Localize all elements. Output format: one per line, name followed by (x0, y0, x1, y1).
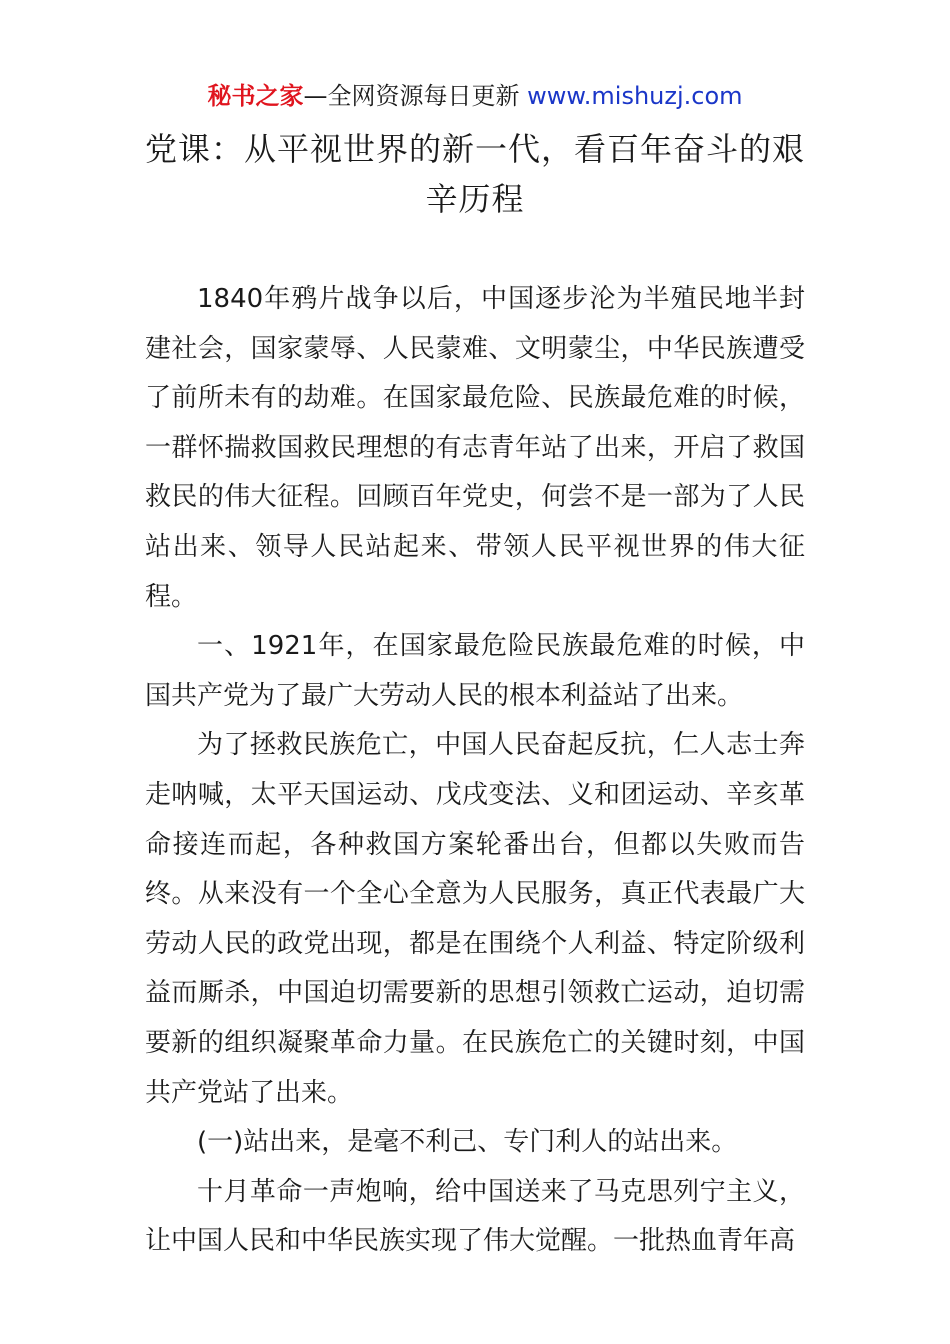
paragraph-intro: 1840年鸦片战争以后，中国逐步沦为半殖民地半封建社会，国家蒙辱、人民蒙难、文明蒙尘，中华民族遭受了前所未有的劫难。在国家最危险、民族最危难的时候，一群怀揣救国救民理想的有志青年站了出来，开启了救国救民的伟大征程。回顾百年党史，何尝不是一部为了人民站出来、领导人民站起来、带领人民平视世界的伟大征程。 (145, 284, 805, 612)
paragraph: 为了拯救民族危亡，中国人民奋起反抗，仁人志士奔走呐喊，太平天国运动、戊戌变法、义和团运动、辛亥革命接连而起，各种救国方案轮番出台，但都以失败而告终。从来没有一个全心全意为人民服务，真正代表最广大劳动人民的政党出现，都是在围绕个人利益、特定阶级利益而厮杀，中国迫切需要新的思想引领救亡运动，迫切需要新的组织凝聚革命力量。在民族危亡的关键时刻，中国共产党站了出来。 (145, 730, 805, 1108)
paragraph: 十月革命一声炮响，给中国送来了马克思列宁主义，让中国人民和中华民族实现了伟大觉醒。一批热血青年高 (145, 1176, 805, 1257)
brand-name: 秘书之家 (207, 82, 304, 110)
site-url-link[interactable]: www.mishuzj.com (527, 82, 743, 110)
header-tagline: —全网资源每日更新 (303, 82, 528, 110)
document-body (145, 275, 805, 1267)
document-title: 党课：从平视世界的新一代，看百年奋斗的艰辛历程 (144, 130, 805, 218)
section-heading-1: 一、1921年，在国家最危险民族最危难的时候，中国共产党为了最广大劳动人民的根本利益站了出来。 (145, 631, 805, 711)
subsection-heading-1: (一)站出来，是毫不利己、专门利人的站出来。 (197, 1127, 738, 1158)
site-header (0, 80, 950, 112)
